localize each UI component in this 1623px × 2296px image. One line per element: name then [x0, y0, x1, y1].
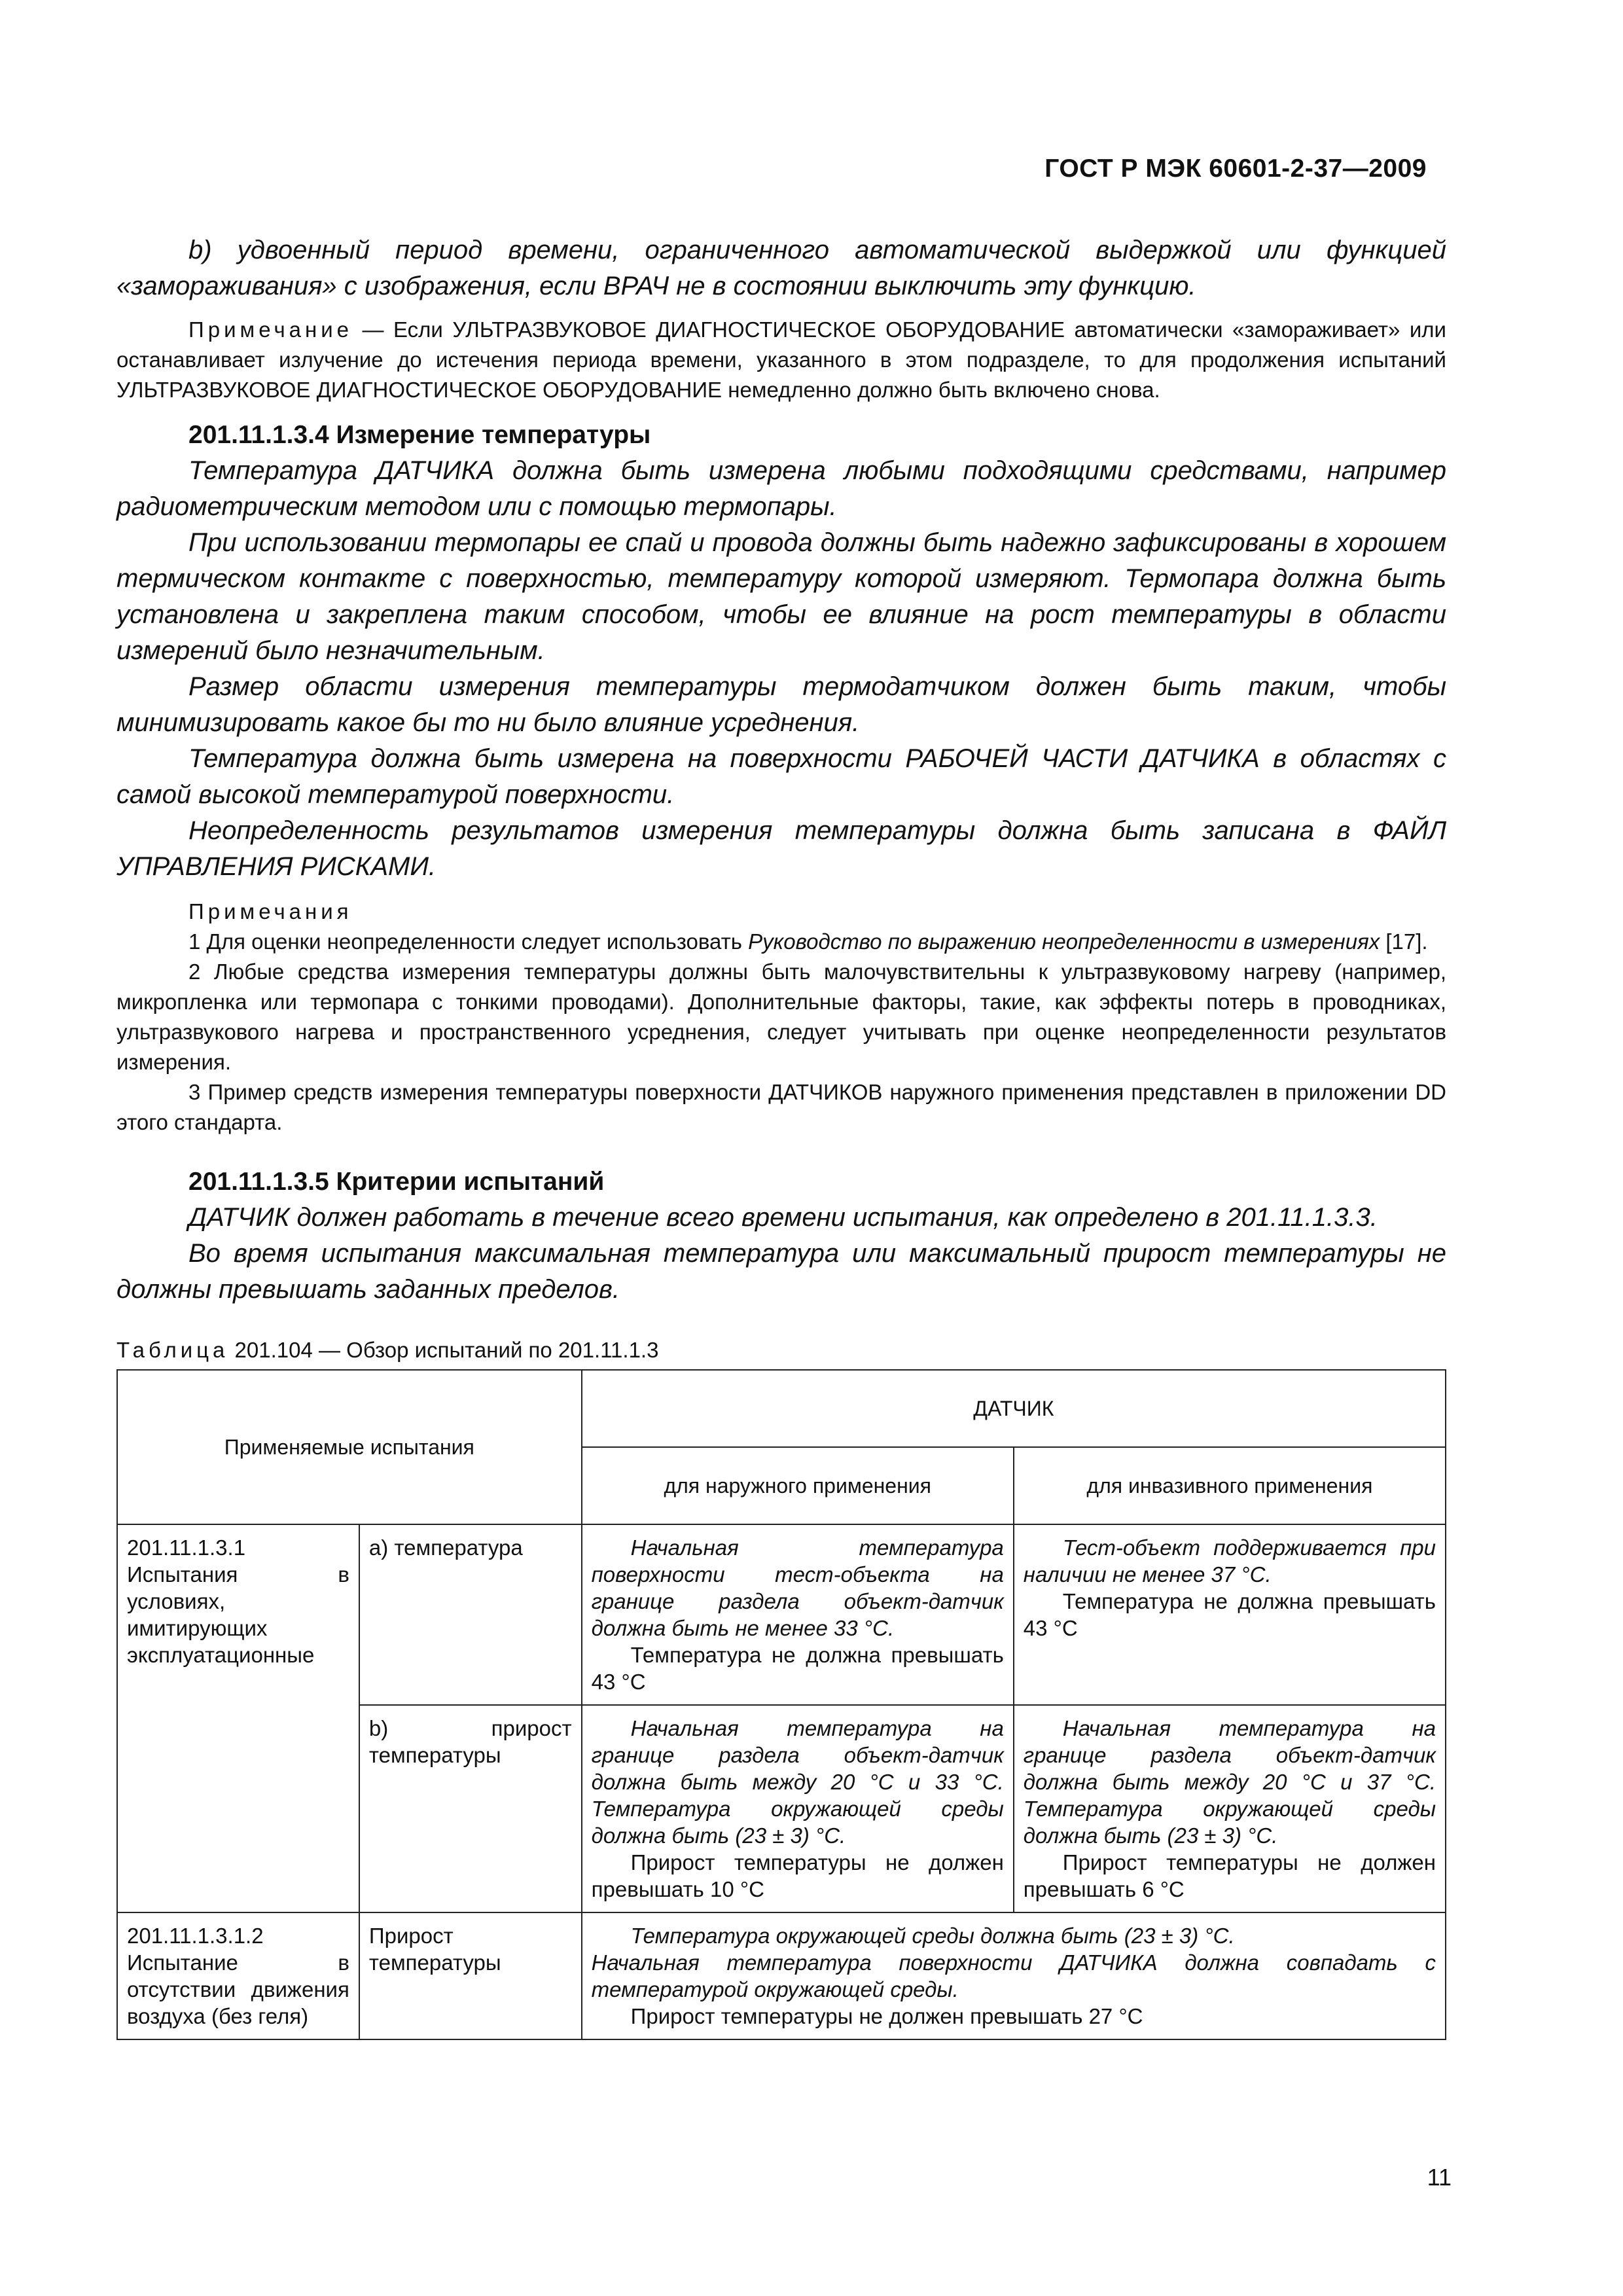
section5-paragraph-1: ДАТЧИК должен работать в течение всего времени испытания, как определено в 201.11.1.3.3.: [188, 1203, 1378, 1232]
section5-paragraph-2: Во время испытания максимальная температура или максимальный прирост температуры не должны превышать заданных пределов.: [116, 1239, 1446, 1304]
note-1-suffix: [17].: [1380, 929, 1428, 954]
note-text: — Если УЛЬТРАЗВУКОВОЕ ДИАГНОСТИЧЕСКОЕ ОБОРУДОВАНИЕ автоматически «замораживает» или останавливает излучение до истечения периода времени, указанного в этом подразделе, то для продолжения испытаний УЛЬТРАЗВУКОВОЕ ДИАГНОСТИЧЕСКОЕ ОБОРУДОВАНИЕ немедленно должно быть включено снова.: [116, 317, 1446, 402]
row2-test-name: 201.11.1.3.1.2 Испытание в отсутствии движения воздуха (без геля): [117, 1912, 359, 2039]
row1-subtest-a: a) температура: [359, 1524, 582, 1705]
section4-paragraph-1: Температура ДАТЧИКА должна быть измерена любыми подходящими средствами, например радиометрическим методом или с помощью термопары.: [116, 456, 1446, 521]
header-applied-tests: Применяемые испытания: [117, 1370, 582, 1524]
row2-subtest: Прирост температуры: [359, 1912, 582, 2039]
intro-item-b: b) удвоенный период времени, ограниченного автоматической выдержкой или функцией «замораживания» с изображения, если ВРАЧ не в состоянии выключить эту функцию.: [116, 236, 1446, 300]
section-heading-test-criteria: 201.11.1.3.5 Критерии испытаний: [188, 1168, 605, 1196]
row1-b-invasive: Начальная температура на границе раздела объект-датчик должна быть между 20 °С и 37 °С. Температура окружающей среды должна быть (23 ± 3) °С. Прирост температуры не должен превышать 6 °С: [1014, 1705, 1446, 1912]
table-caption-label: Таблица: [116, 1338, 229, 1362]
table-caption-text: 201.104 — Обзор испытаний по 201.11.1.3: [228, 1338, 659, 1362]
row1-a-external: Начальная температура поверхности тест-объекта на границе раздела объект-датчик должна быть не менее 33 °С. Температура не должна превышать 43 °С: [582, 1524, 1014, 1705]
page-number: 11: [1427, 2164, 1452, 2191]
intro-note: [116, 315, 1446, 405]
section-heading-temperature-measurement: 201.11.1.3.4 Измерение температуры: [188, 421, 651, 449]
section4-paragraph-2: При использовании термопары ее спай и провода должны быть надежно зафиксированы в хорошем термическом контакте с поверхностью, температуру которой измеряют. Термопара должна быть установлена и закреплена таким способом, чтобы ее влияние на рост температуры в области измерений было незначительным.: [116, 528, 1446, 665]
note-3: 3 Пример средств измерения температуры поверхности ДАТЧИКОВ наружного применения представлен в приложении DD этого стандарта.: [116, 1080, 1446, 1134]
section4-paragraph-3: Размер области измерения температуры термодатчиком должен быть таким, чтобы минимизировать какое бы то ни было влияние усреднения.: [116, 672, 1446, 737]
note-2: 2 Любые средства измерения температуры должны быть малочувствительны к ультразвуковому нагреву (например, микропленка или термопара с тонкими проводами). Дополнительные факторы, такие, как эффекты потерь в проводниках, ультразвукового нагрева и пространственного усреднения, следует учитывать при оценке неопределенности результатов измерения.: [116, 960, 1446, 1074]
table-header-row: [117, 1370, 1446, 1447]
row1-b-external: Начальная температура на границе раздела объект-датчик должна быть между 20 °С и 33 °С. Температура окружающей среды должна быть (23 ± 3) °С. Прирост температуры не должен превышать 10 °С: [582, 1705, 1014, 1912]
note-1: [116, 927, 1446, 957]
row1-a-invasive: Тест-объект поддерживается при наличии не менее 37 °С. Температура не должна превышать 43 °С: [1014, 1524, 1446, 1705]
table-row: [117, 1524, 1446, 1705]
table-row: [117, 1912, 1446, 2039]
note-1-reference: Руководство по выражению неопределенности в измерениях: [748, 929, 1380, 954]
row1-subtest-b: b) прирост температуры: [359, 1705, 582, 1912]
section4-paragraph-4: Температура должна быть измерена на поверхности РАБОЧЕЙ ЧАСТИ ДАТЧИКА в областях с самой высокой температурой поверхности.: [116, 744, 1446, 809]
header-invasive-use: для инвазивного применения: [1014, 1447, 1446, 1524]
section4-paragraph-5: Неопределенность результатов измерения температуры должна быть записана в ФАЙЛ УПРАВЛЕНИЯ РИСКАМИ.: [116, 816, 1446, 881]
tests-overview-table: [116, 1369, 1446, 2040]
header-external-use: для наружного применения: [582, 1447, 1014, 1524]
header-sensor: ДАТЧИК: [582, 1370, 1446, 1447]
page-content: [116, 232, 1446, 2040]
note-label: Примечание: [188, 317, 353, 342]
document-number: ГОСТ Р МЭК 60601-2-37—2009: [1044, 154, 1427, 183]
note-1-prefix: 1 Для оценки неопределенности следует использовать: [188, 929, 749, 954]
table-caption: [116, 1335, 1446, 1365]
row1-test-name: 201.11.1.3.1 Испытания в условиях, имитирующих эксплуатационные: [117, 1524, 359, 1912]
row2-conditions: Температура окружающей среды должна быть (23 ± 3) °С. Начальная температура поверхности ДАТЧИКА должна совпадать с температурой окружающей среды. Прирост температуры не должен превышать 27 °С: [582, 1912, 1446, 2039]
notes-label: Примечания: [188, 899, 353, 924]
